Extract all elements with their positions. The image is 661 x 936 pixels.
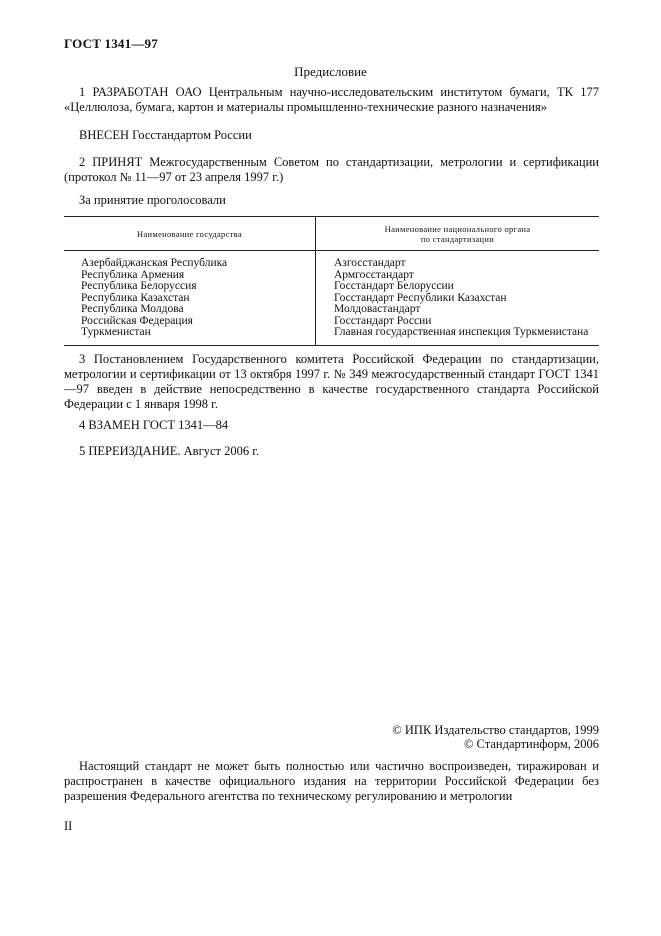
table-cell-state: Республика Молдова — [81, 303, 184, 315]
reproduction-notice: Настоящий стандарт не может быть полностью или частично воспроизведен, тиражирован и распространен в качестве официального издания на территории Российской Федерации без разрешения Федерального агентства по техническому регулированию и метрологии — [64, 759, 599, 803]
voted-intro-paragraph: За принятие проголосовали — [79, 193, 226, 207]
copyright-line-2: © Стандартинформ, 2006 — [463, 737, 599, 751]
table-cell-state: Республика Казахстан — [81, 291, 190, 304]
table-cell-state: Российская Федерация — [81, 314, 193, 327]
developed-paragraph: 1 РАЗРАБОТАН ОАО Центральным научно-исследовательским институтом бумаги, ТК 177 «Целлюлоза, бумага, картон и материалы промышленно-технические разного назначения» — [64, 85, 599, 114]
table-header-org — [316, 217, 599, 250]
states-column — [81, 258, 311, 339]
table-cell-state: Республика Белоруссия — [81, 280, 197, 292]
replaces-paragraph: 4 ВЗАМЕН ГОСТ 1341—84 — [79, 418, 229, 432]
table-cell-org: Главная государственная инспекция Туркменистана — [334, 326, 589, 338]
table-cell-org: Госстандарт Белоруссии — [334, 280, 454, 292]
table-cell-state: Республика Армения — [81, 268, 185, 281]
table-cell-org: Азгосстандарт — [334, 257, 406, 269]
orgs-column — [334, 258, 599, 339]
table-cell-org: Госстандарт России — [334, 314, 432, 327]
table-cell-org: Армгосстандарт — [334, 268, 414, 281]
adopted-paragraph: 2 ПРИНЯТ Межгосударственным Советом по стандартизации, метрологии и сертификации (протокол № 11—97 от 23 апреля 1997 г.) — [64, 155, 599, 184]
table-header-state: Наименование государства — [137, 228, 242, 239]
reissue-paragraph: 5 ПЕРЕИЗДАНИЕ. Август 2006 г. — [79, 444, 260, 458]
copyright-block — [299, 723, 599, 751]
page-number: II — [64, 819, 73, 833]
table-header-org-line2: по стандартизации — [420, 233, 495, 244]
table-header-row — [64, 217, 599, 251]
copyright-line-1: © ИПК Издательство стандартов, 1999 — [392, 723, 599, 737]
table-header-org-line1: Наименование национального органа — [384, 223, 531, 234]
table-cell-state: Азербайджанская Республика — [81, 257, 228, 269]
enacted-paragraph: 3 Постановлением Государственного комитета Российской Федерации по стандартизации, метрологии и сертификации от 13 октября 1997 г. № 349 межгосударственный стандарт ГОСТ 1341—97 введен в действие непосредственно в качестве государственного стандарта Российской Федерации с 1 января 1998 г. — [64, 352, 599, 411]
voting-table — [64, 216, 599, 346]
document-code: ГОСТ 1341—97 — [64, 36, 158, 51]
introduced-paragraph: ВНЕСЕН Госстандартом России — [79, 128, 252, 142]
table-cell-org: Молдовастандарт — [334, 303, 421, 315]
table-cell-org: Госстандарт Республики Казахстан — [334, 291, 507, 304]
table-cell-state: Туркменистан — [81, 326, 151, 338]
page-title: Предисловие — [294, 64, 367, 79]
